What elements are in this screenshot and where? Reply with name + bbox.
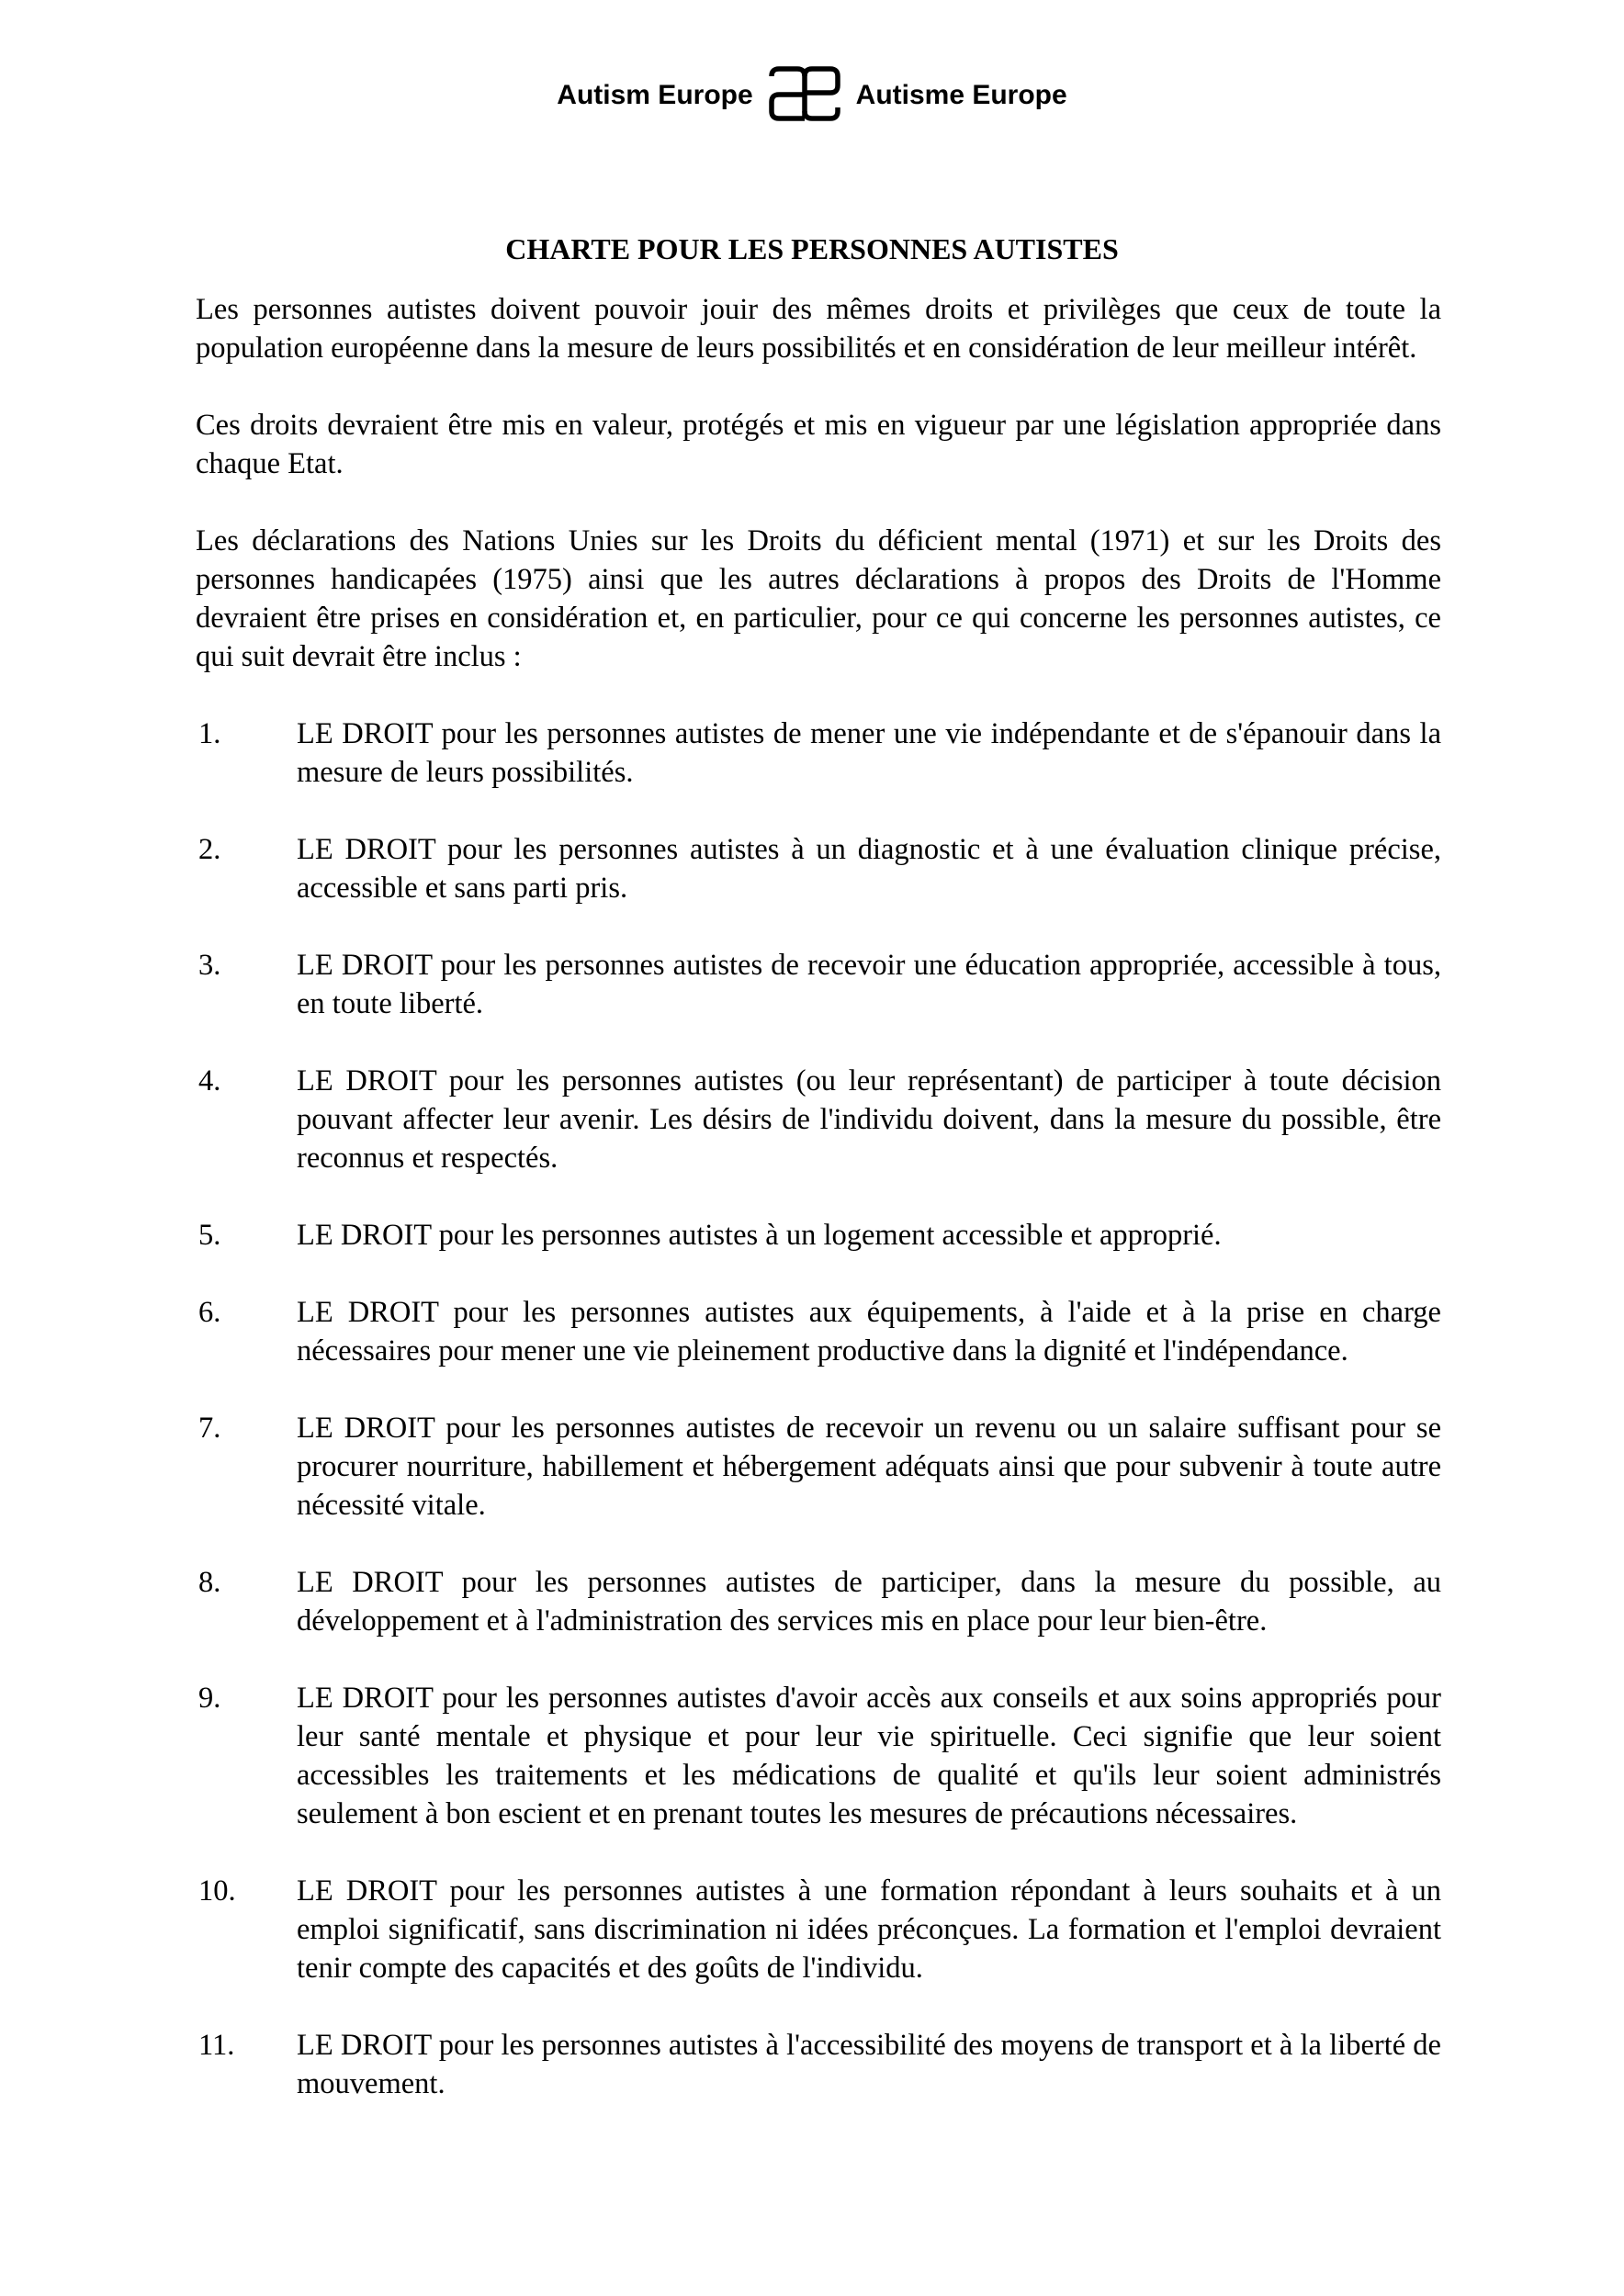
right-item [196, 1409, 1441, 1525]
right-number: 6. [198, 1296, 221, 1329]
right-item [196, 1563, 1441, 1640]
right-text: LE DROIT pour les personnes autistes de mener une vie indépendante et de s'épanouir dans la mesure de leurs possibilités. [297, 717, 1441, 789]
right-item [196, 1062, 1441, 1177]
right-item [196, 1293, 1441, 1370]
org-name-english: Autism Europe [557, 80, 753, 110]
right-text: LE DROIT pour les personnes autistes de recevoir une éducation appropriée, accessible à tous, en toute liberté. [297, 949, 1441, 1020]
right-item [196, 715, 1441, 792]
right-item [196, 1679, 1441, 1833]
org-name-french: Autisme Europe [855, 80, 1067, 110]
right-text: LE DROIT pour les personnes autistes à l'accessibilité des moyens de transport et à la liberté de mouvement. [297, 2029, 1441, 2100]
right-number: 1. [198, 717, 221, 750]
letterhead [0, 64, 1624, 123]
right-text: LE DROIT pour les personnes autistes de participer, dans la mesure du possible, au développement et à l'administration des services mis en place pour leur bien-être. [297, 1566, 1441, 1638]
document-body [196, 290, 1441, 2142]
legislation-paragraph: Ces droits devraient être mis en valeur, protégés et mis en vigueur par une législation appropriée dans chaque Etat. [196, 409, 1441, 480]
right-number: 2. [198, 833, 221, 866]
right-number: 9. [198, 1682, 221, 1715]
right-text: LE DROIT pour les personnes autistes aux équipements, à l'aide et à la prise en charge nécessaires pour mener une vie pleinement productive dans la dignité et l'indépendance. [297, 1296, 1441, 1367]
right-text: LE DROIT pour les personnes autistes à une formation répondant à leurs souhaits et à un emploi significatif, sans discrimination ni idées préconçues. La formation et l'emploi devraient tenir compte des capacités et des goûts de l'individu. [297, 1874, 1441, 1985]
right-item [196, 1872, 1441, 1987]
right-number: 5. [198, 1219, 221, 1252]
right-number: 4. [198, 1064, 221, 1097]
right-item [196, 1216, 1441, 1255]
right-text: LE DROIT pour les personnes autistes (ou leur représentant) de participer à toute décision pouvant affecter leur avenir. Les désirs de l'individu doivent, dans la mesure du possible, être reconnus et respectés. [297, 1064, 1441, 1175]
right-number: 3. [198, 949, 221, 982]
right-text: LE DROIT pour les personnes autistes à un logement accessible et approprié. [297, 1219, 1222, 1252]
right-item [196, 946, 1441, 1023]
rights-list [196, 715, 1441, 2103]
autism-europe-logo-icon [766, 65, 843, 122]
right-number: 7. [198, 1412, 221, 1445]
right-item [196, 830, 1441, 907]
right-text: LE DROIT pour les personnes autistes d'avoir accès aux conseils et aux soins appropriés pour leur santé mentale et physique et pour leur vie spirituelle. Ceci signifie que leur soient accessibles les traitements et les médications de qualité et qu'ils leur soient administrés seulement à bon escient et en prenant toutes les mesures de précautions nécessaires. [297, 1682, 1441, 1830]
right-number: 11. [198, 2029, 235, 2062]
intro-paragraph: Les personnes autistes doivent pouvoir jouir des mêmes droits et privilèges que ceux de toute la population européenne dans la mesure de leurs possibilités et en considération de leur meilleur intérêt. [196, 293, 1441, 365]
right-text: LE DROIT pour les personnes autistes à un diagnostic et à une évaluation clinique précise, accessible et sans parti pris. [297, 833, 1441, 905]
right-item [196, 2026, 1441, 2103]
declarations-paragraph: Les déclarations des Nations Unies sur les Droits du déficient mental (1971) et sur les Droits des personnes handicapées (1975) ainsi que les autres déclarations à propos des Droits de l'Homme devraient être prises en considération et, en particulier, pour ce qui concerne les personnes autistes, ce qui suit devrait être inclus : [196, 524, 1441, 673]
right-text: LE DROIT pour les personnes autistes de recevoir un revenu ou un salaire suffisant pour se procurer nourriture, habillement et hébergement adéquats ainsi que pour subvenir à toute autre nécessité vitale. [297, 1412, 1441, 1522]
right-number: 8. [198, 1566, 221, 1599]
document-title: CHARTE POUR LES PERSONNES AUTISTES [505, 232, 1119, 265]
right-number: 10. [198, 1874, 236, 1908]
